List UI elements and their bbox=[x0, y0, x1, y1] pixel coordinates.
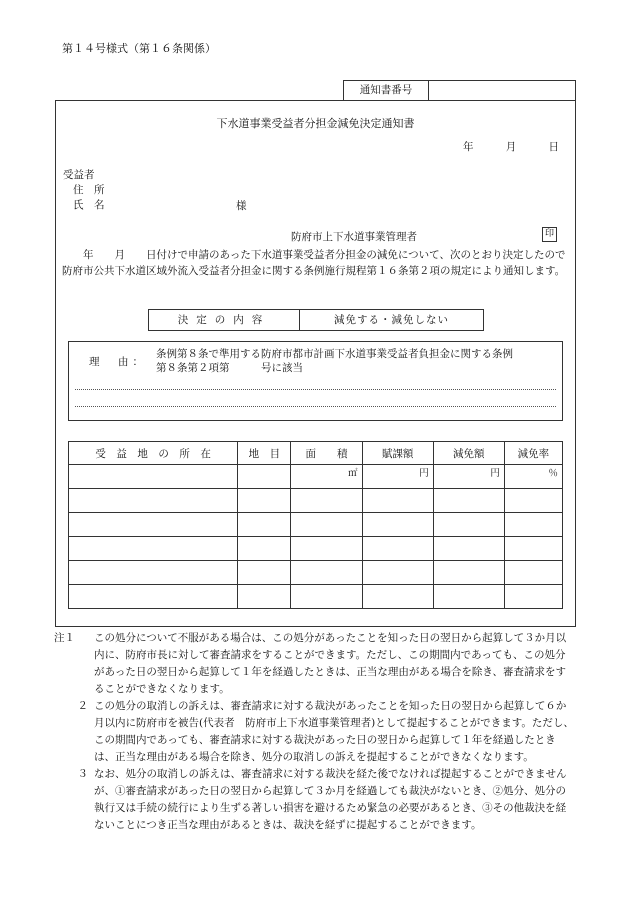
header-location: 受 益 地 の 所 在 bbox=[69, 442, 238, 465]
date-year: 年 bbox=[463, 141, 474, 153]
cell-assessed bbox=[362, 561, 433, 585]
date-line bbox=[463, 139, 559, 154]
honorific: 様 bbox=[236, 200, 247, 212]
note-number: 注１ bbox=[54, 632, 75, 644]
cell-land-category bbox=[238, 537, 291, 561]
cell-area bbox=[291, 537, 362, 561]
cell-area bbox=[291, 585, 362, 609]
cell-reduction bbox=[433, 585, 504, 609]
decision-box bbox=[148, 309, 484, 331]
cell-location bbox=[69, 489, 238, 513]
table-row bbox=[69, 513, 563, 537]
reason-line-2: 第８条第２項第 号に該当 bbox=[156, 362, 303, 374]
notice-number-box bbox=[343, 80, 576, 101]
decision-value: 減免する・減免しない bbox=[334, 314, 449, 326]
note-text: この処分の取消しの訴えは、審査請求に対する裁決があったことを知った日の翌日から起算して６か月以内に防府市を被告(代表者 防府市上下水道事業管理者)として提起することができます。ただし、この期間内であっても、審査請求に対する裁決があった日の翌日から起算して１年を経過したときは、正当な理由がある場合を除き、処分の取消しの訴えを提起することができなくなります。 bbox=[94, 700, 574, 763]
table-row bbox=[69, 489, 563, 513]
form-number-title: 第１４号様式（第１６条関係） bbox=[62, 42, 216, 55]
table-row bbox=[69, 585, 563, 609]
notice-number-label: 通知書番号 bbox=[344, 81, 429, 100]
cell-rate bbox=[504, 561, 562, 585]
cell-assessed bbox=[362, 537, 433, 561]
header-assessed-amount: 賦課額 bbox=[362, 442, 433, 465]
cell-location bbox=[69, 537, 238, 561]
table-row bbox=[69, 537, 563, 561]
unit-area: ㎡ bbox=[291, 465, 362, 489]
note-number: ３ bbox=[77, 768, 88, 780]
header-reduction-amount: 減免額 bbox=[433, 442, 504, 465]
cell-land-category bbox=[238, 489, 291, 513]
land-table bbox=[68, 441, 563, 609]
cell-assessed bbox=[362, 513, 433, 537]
recipient-label: 受益者 bbox=[63, 169, 95, 181]
reason-box bbox=[68, 341, 563, 421]
reason-dotted-line-2 bbox=[75, 406, 556, 407]
note-item bbox=[54, 766, 576, 834]
unit-assessed: 円 bbox=[362, 465, 433, 489]
date-day: 日 bbox=[548, 141, 559, 153]
address-label: 住 所 bbox=[73, 184, 105, 196]
name-label: 氏 名 bbox=[73, 199, 105, 211]
cell-rate bbox=[504, 513, 562, 537]
unit-reduction: 円 bbox=[433, 465, 504, 489]
cell-location bbox=[69, 465, 238, 489]
cell-assessed bbox=[362, 489, 433, 513]
cell-assessed bbox=[362, 585, 433, 609]
cell-area bbox=[291, 489, 362, 513]
cell-rate bbox=[504, 489, 562, 513]
reason-dotted-line-1 bbox=[75, 389, 556, 390]
recipient-block bbox=[63, 168, 105, 213]
notice-number-value bbox=[429, 81, 575, 100]
cell-land-category bbox=[238, 585, 291, 609]
header-land-category: 地 目 bbox=[238, 442, 291, 465]
notice-body-text: 年 月 日付けで申請のあった下水道事業受益者分担金の減免について、次のとおり決定したので防府市公共下水道区域外流入受益者分担金に関する条例施行規程第１６条第２項の規定により通知します。 bbox=[62, 249, 566, 277]
cell-location bbox=[69, 513, 238, 537]
cell-land-category bbox=[238, 465, 291, 489]
table-row bbox=[69, 465, 563, 489]
document-title: 下水道事業受益者分担金減免決定通知書 bbox=[216, 117, 415, 130]
seal-mark: 印 bbox=[542, 227, 557, 242]
reason-label: 理 由： bbox=[89, 356, 147, 368]
notice-form-frame bbox=[55, 100, 576, 627]
note-item bbox=[54, 698, 576, 766]
note-item bbox=[54, 630, 576, 698]
cell-rate bbox=[504, 585, 562, 609]
cell-land-category bbox=[238, 561, 291, 585]
header-area: 面 積 bbox=[291, 442, 362, 465]
issuer-name: 防府市上下水道事業管理者 bbox=[291, 231, 417, 243]
header-reduction-rate: 減免率 bbox=[504, 442, 562, 465]
notes-section bbox=[54, 630, 576, 834]
unit-rate: ％ bbox=[504, 465, 562, 489]
cell-land-category bbox=[238, 513, 291, 537]
table-row bbox=[69, 561, 563, 585]
cell-rate bbox=[504, 537, 562, 561]
cell-reduction bbox=[433, 561, 504, 585]
cell-reduction bbox=[433, 513, 504, 537]
note-text: なお、処分の取消しの訴えは、審査請求に対する裁決を経た後でなければ提起することができませんが、①審査請求があった日の翌日から起算して３か月を経過しても裁決がないとき、②処分、処分の執行又は手続の続行により生ずる著しい損害を避けるため緊急の必要があるとき、③その他裁決を経ないことにつき正当な理由があるときは、裁決を経ずに提起することができます。 bbox=[94, 768, 567, 831]
decision-label: 決定の内容 bbox=[149, 310, 300, 330]
note-number: ２ bbox=[77, 700, 88, 712]
reason-text bbox=[156, 347, 561, 375]
cell-area bbox=[291, 513, 362, 537]
date-month: 月 bbox=[505, 141, 517, 153]
cell-location bbox=[69, 585, 238, 609]
cell-reduction bbox=[433, 489, 504, 513]
reason-line-1: 条例第８条で準用する防府市都市計画下水道事業受益者負担金に関する条例 bbox=[156, 348, 513, 360]
cell-reduction bbox=[433, 537, 504, 561]
note-text: この処分について不服がある場合は、この処分があったことを知った日の翌日から起算して３か月以内に、防府市長に対して審査請求をすることができます。ただし、この期間内であっても、この処分があった日の翌日から起算して１年を経過したときは、正当な理由がある場合を除き、審査請求をすることができなくなります。 bbox=[94, 632, 567, 695]
land-table-header-row bbox=[69, 442, 563, 465]
cell-area bbox=[291, 561, 362, 585]
cell-location bbox=[69, 561, 238, 585]
